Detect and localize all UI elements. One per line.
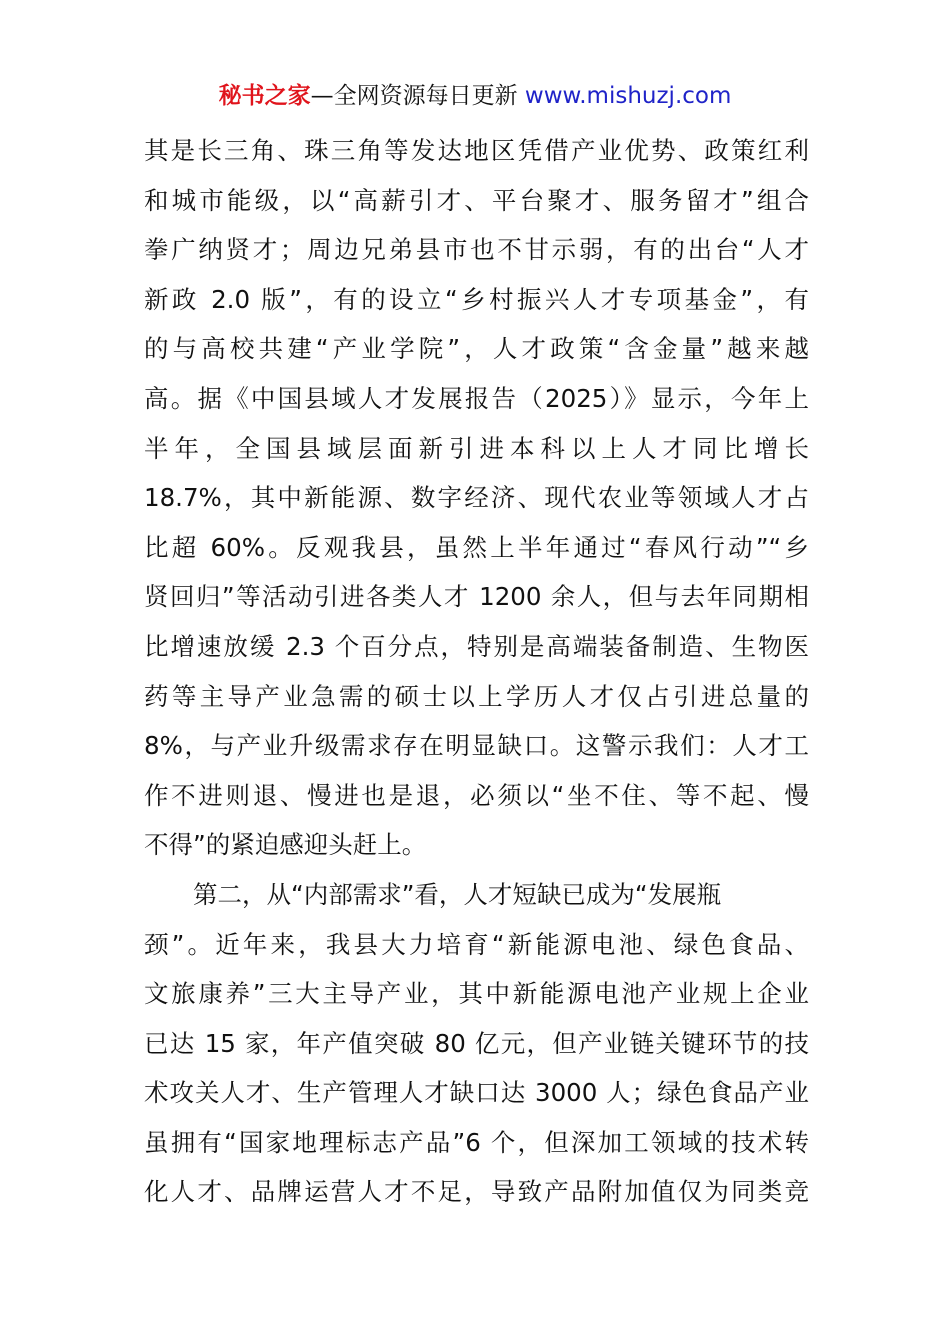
paragraph-first-line: 第二，从“内部需求”看，人才短缺已成为“发展瓶 — [193, 879, 722, 909]
document-body — [144, 126, 809, 1217]
paragraph-line: 新政 2.0 版”，有的设立“乡村振兴人才专项基金”，有 — [144, 284, 809, 314]
paragraph-line: 颈”。近年来，我县大力培育“新能源电池、绿色食品、 — [144, 929, 809, 959]
paragraph-line: 半年，全国县域层面新引进本科以上人才同比增长 — [144, 433, 809, 463]
paragraph-line: 其是长三角、珠三角等发达地区凭借产业优势、政策红利 — [144, 136, 809, 165]
paragraph-line: 作不进则退、慢进也是退，必须以“坐不住、等不起、慢 — [144, 780, 809, 810]
paragraph-line: 术攻关人才、生产管理人才缺口达 3000 人；绿色食品产业 — [144, 1078, 809, 1108]
paragraph-line: 化人才、品牌运营人才不足，导致产品附加值仅为同类竞 — [144, 1177, 809, 1207]
site-header — [0, 80, 950, 112]
paragraph-line: 比增速放缓 2.3 个百分点，特别是高端装备制造、生物医 — [144, 631, 809, 661]
paragraph-line: 文旅康养”三大主导产业，其中新能源电池产业规上企业 — [144, 979, 809, 1009]
site-brand: 秘书之家 — [218, 83, 311, 109]
paragraph-line: 拳广纳贤才；周边兄弟县市也不甘示弱，有的出台“人才 — [144, 235, 809, 265]
paragraph-line: 比超 60%。反观我县，虽然上半年通过“春风行动”“乡 — [144, 532, 809, 562]
paragraph-line: 已达 15 家，年产值突破 80 亿元，但产业链关键环节的技 — [144, 1028, 809, 1058]
site-url-link[interactable]: www.mishuzj.com — [524, 83, 732, 109]
paragraph-line: 贤回归”等活动引进各类人才 1200 余人，但与去年同期相 — [144, 582, 809, 612]
site-tagline: —全网资源每日更新 — [310, 83, 518, 109]
paragraph-line: 虽拥有“国家地理标志产品”6 个，但深加工领域的技术转 — [144, 1127, 809, 1157]
paragraph-line: 18.7%，其中新能源、数字经济、现代农业等领域人才占 — [144, 483, 809, 513]
paragraph-line: 高。据《中国县域人才发展报告（2025）》显示，今年上 — [144, 383, 809, 413]
paragraph-line: 和城市能级，以“高薪引才、平台聚才、服务留才”组合 — [144, 185, 809, 215]
paragraph-line: 药等主导产业急需的硕士以上学历人才仅占引进总量的 — [144, 681, 809, 711]
paragraph-last-line: 不得”的紧迫感迎头赶上。 — [144, 830, 427, 860]
paragraph-line: 8%，与产业升级需求存在明显缺口。这警示我们：人才工 — [144, 731, 809, 761]
paragraph-line: 的与高校共建“产业学院”，人才政策“含金量”越来越 — [144, 334, 809, 364]
